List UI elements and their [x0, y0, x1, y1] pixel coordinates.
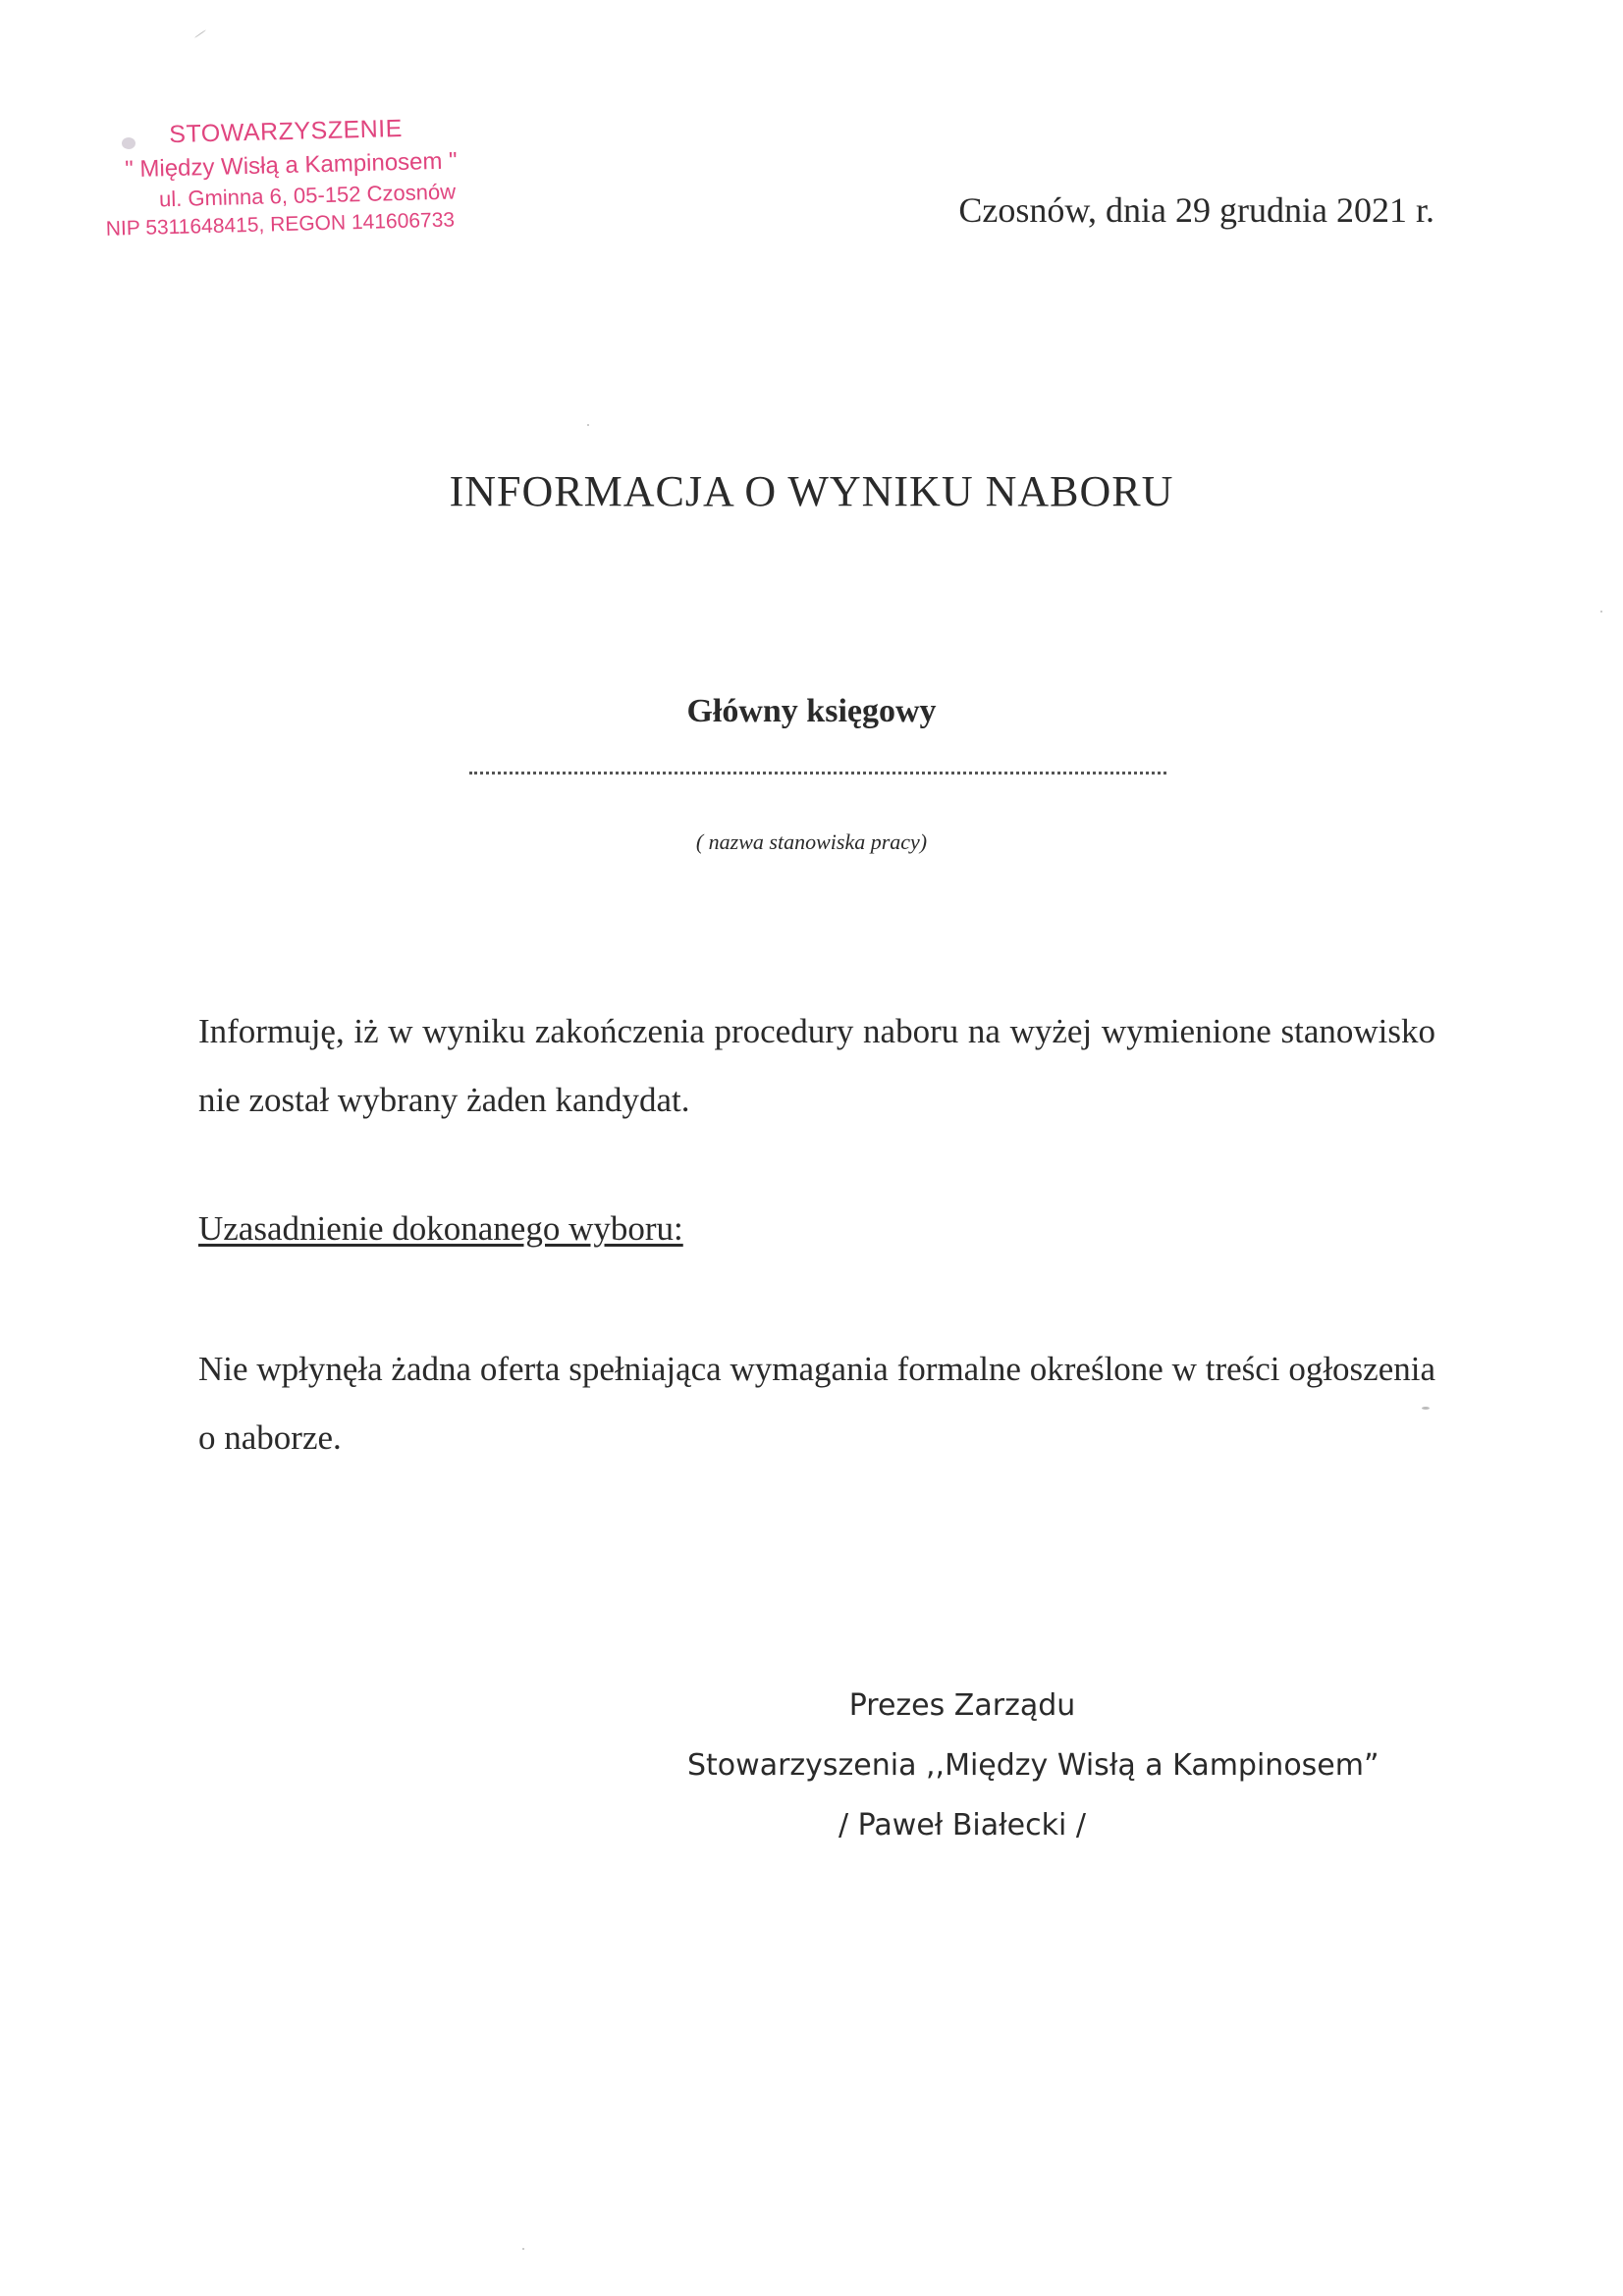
organization-stamp [98, 113, 494, 241]
signature-block [687, 1676, 1380, 1855]
signature-person: / Paweł Białecki / [839, 1808, 1086, 1842]
scan-mark [587, 424, 589, 426]
stamp-line-address: ul. Gminna 6, 05-152 Czosnów [158, 179, 457, 212]
document-title: INFORMACJA O WYNIKU NABORU [449, 467, 1174, 515]
result-paragraph: Informuję, iż w wyniku zakończenia procedury naboru na wyżej wymienione stanowisko nie został wybrany żaden kandydat. [198, 1012, 1435, 1119]
scan-mark [1600, 611, 1602, 613]
justification-label: Uzasadnienie dokonanego wyboru: [198, 1209, 683, 1248]
scan-mark [194, 29, 206, 38]
place-date: Czosnów, dnia 29 grudnia 2021 r. [958, 190, 1434, 230]
scan-mark [522, 2248, 524, 2250]
stamp-line-association: " Między Wisłą a Kampinosem " [124, 147, 458, 184]
stamp-line-name: STOWARZYSZENIE [168, 114, 404, 149]
position-name: Główny księgowy [686, 693, 937, 729]
justification-paragraph: Nie wpłynęła żadna oferta spełniająca wymagania formalne określone w treści ogłoszenia o naborze. [198, 1350, 1435, 1457]
scan-mark [1422, 1407, 1430, 1410]
signature-role: Prezes Zarządu [848, 1688, 1076, 1723]
signature-organization: Stowarzyszenia ,,Między Wisłą a Kampinosem” [687, 1748, 1380, 1783]
position-caption: ( nazwa stanowiska pracy) [695, 829, 928, 854]
stamp-line-registry: NIP 5311648415, REGON 141606733 [105, 208, 456, 240]
dotted-line [469, 772, 1166, 774]
